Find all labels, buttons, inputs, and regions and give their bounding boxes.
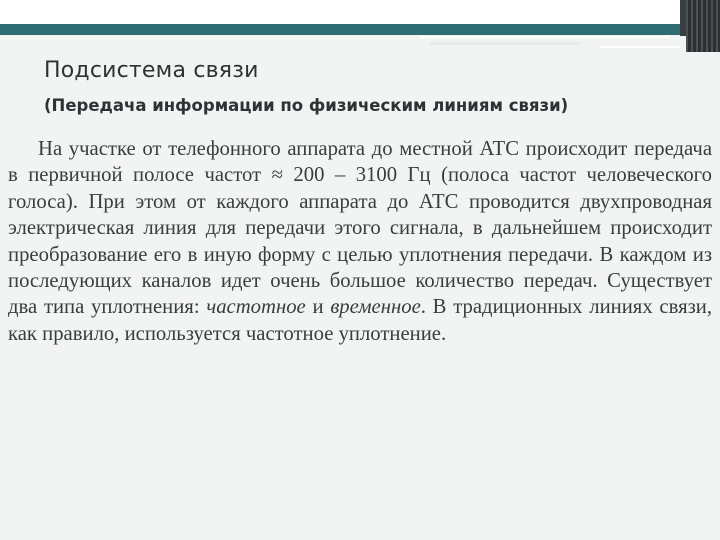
body-text-part2: . В традиционных линиях связи, как правило, используется частотное уплотнение. bbox=[8, 296, 713, 345]
term-time-multiplexing: временное bbox=[330, 296, 421, 319]
header-accent-line bbox=[430, 42, 580, 45]
body-text-joiner: и bbox=[305, 296, 331, 319]
header-top-band bbox=[0, 0, 720, 24]
slide-subtitle: (Передача информации по физическим линиям связи) bbox=[44, 96, 569, 115]
slide-title: Подсистема связи bbox=[44, 58, 259, 83]
header-accent-line bbox=[600, 46, 680, 48]
slide-body-paragraph bbox=[8, 136, 712, 347]
term-frequency-multiplexing: частотное bbox=[206, 296, 306, 319]
header-accent-band bbox=[0, 24, 700, 35]
header-corner-stripes bbox=[686, 0, 720, 52]
header-accent-line bbox=[420, 36, 670, 38]
body-text-part1: На участке от телефонного аппарата до местной АТС происходит передача в первичной полосе частот ≈ 200 – 3100 Гц (полоса частот человеческого голоса). При этом от каждого аппарата до АТС проводится двухпроводная электрическая линия для передачи этого сигнала, в дальнейшем происходит преобразование его в иную форму с целью уплотнения передачи. В каждом из последующих каналов идет очень большое количество передач. Существует два типа уплотнения: bbox=[8, 138, 712, 319]
